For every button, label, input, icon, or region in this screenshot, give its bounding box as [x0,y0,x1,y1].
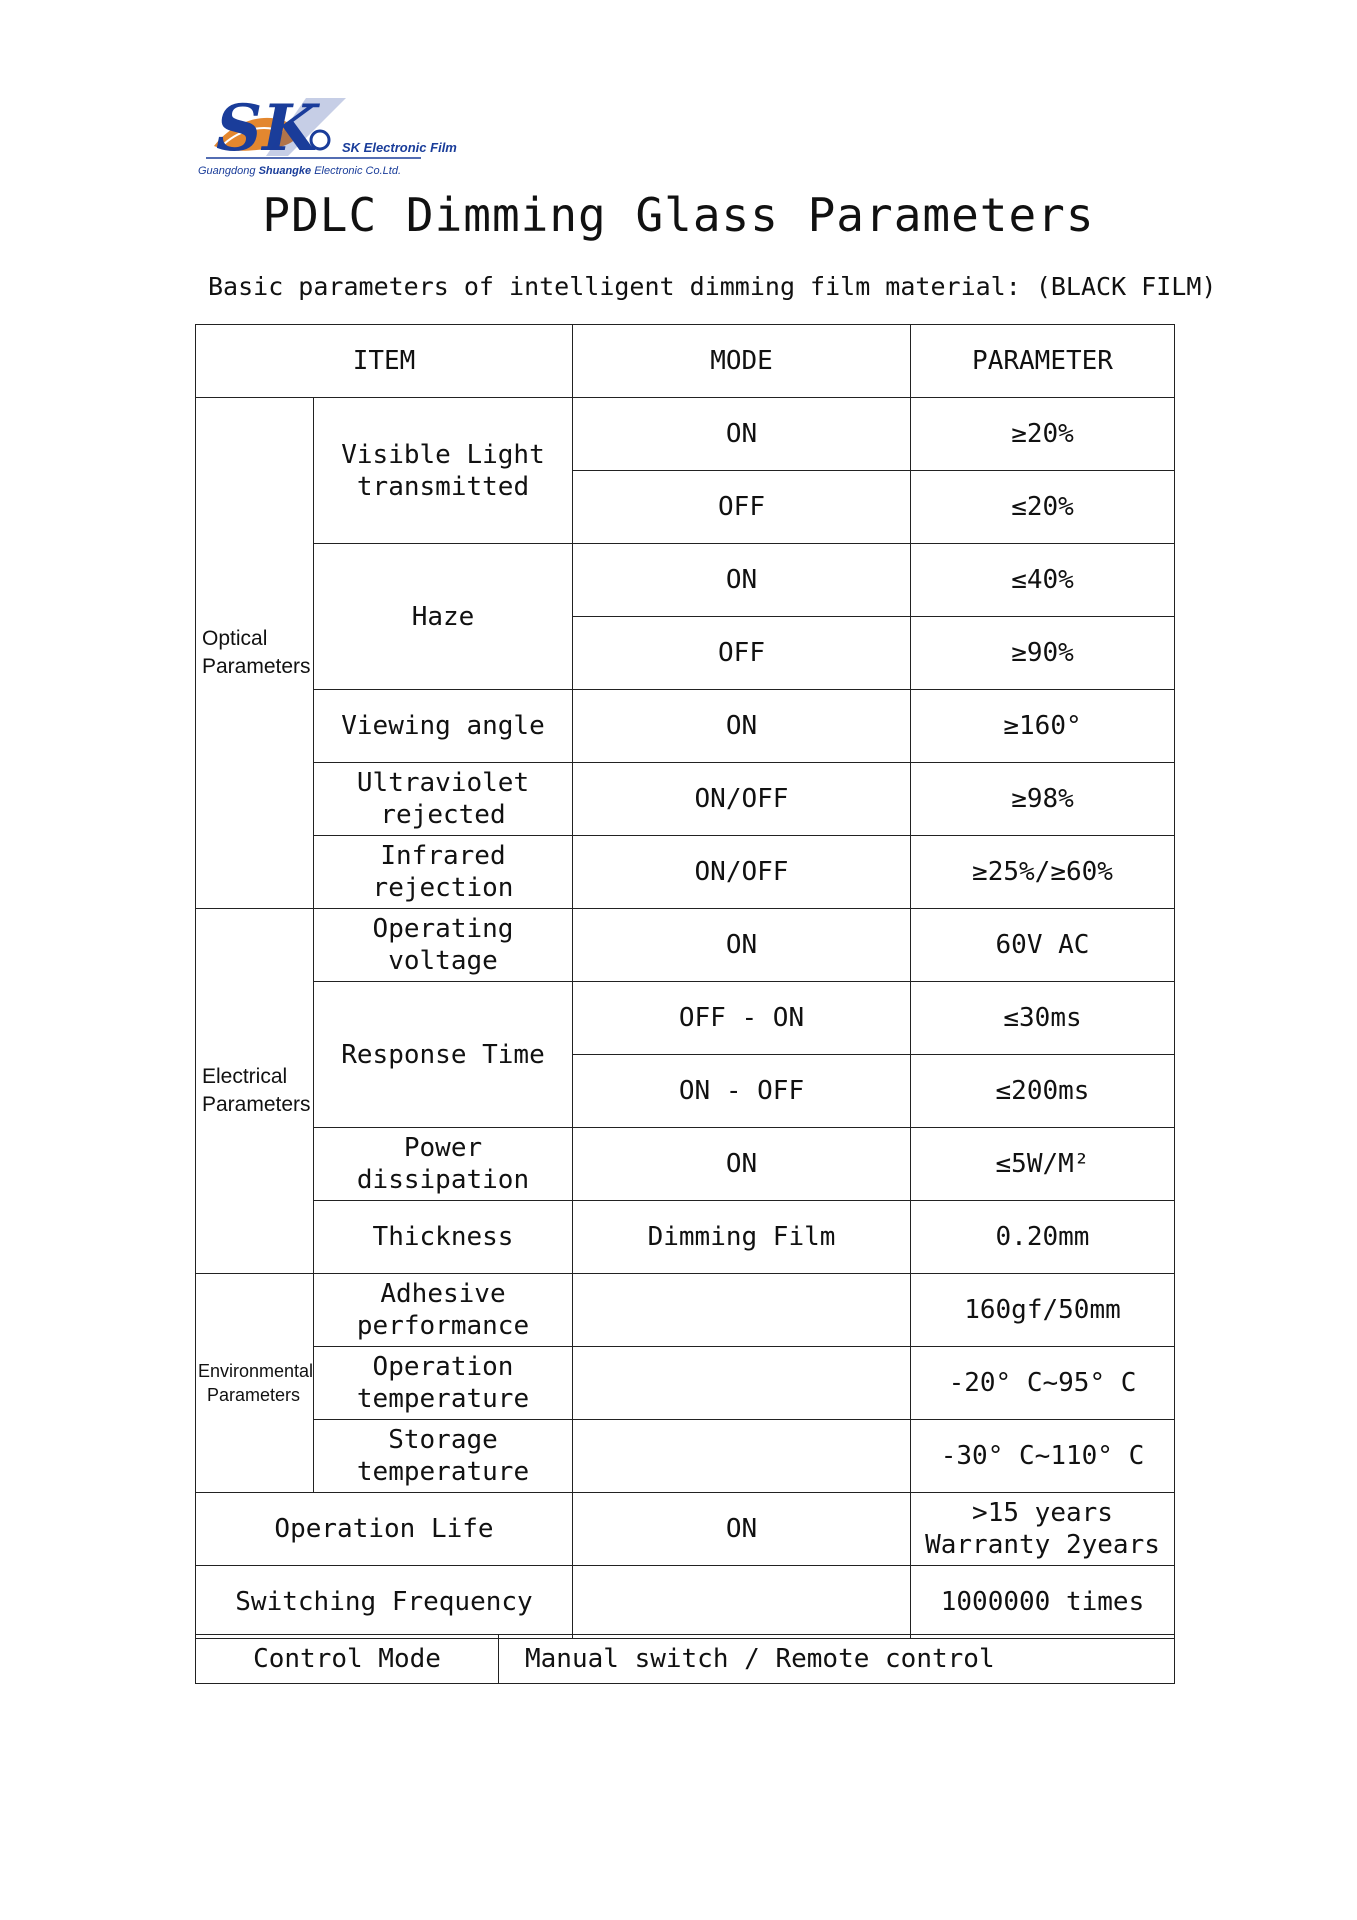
control-mode-table [195,1634,1175,1684]
table-row [196,836,1175,909]
item-operating-voltage: Operating voltage [314,909,573,982]
mode-cell: ON [573,1128,911,1201]
table-row [196,1128,1175,1201]
table-row [196,1420,1175,1493]
param-cell: 0.20mm [911,1201,1175,1274]
item-ultraviolet: Ultraviolet rejected [314,763,573,836]
mode-cell: ON - OFF [573,1055,911,1128]
param-cell: -20° C~95° C [911,1347,1175,1420]
mode-cell: ON/OFF [573,763,911,836]
mode-cell: OFF [573,471,911,544]
control-mode-label: Control Mode [196,1635,499,1684]
table-row [196,763,1175,836]
table-header-row [196,325,1175,398]
item-visible-light: Visible Light transmitted [314,398,573,544]
logo-company: Guangdong Shuangke Electronic Co.Ltd. [198,165,402,177]
param-cell: ≤20% [911,471,1175,544]
item-operation-life: Operation Life [196,1493,573,1566]
group-optical: Optical Parameters [196,398,314,909]
mode-cell: ON [573,544,911,617]
mode-cell: OFF [573,617,911,690]
logo-brand: SK Electronic Film [342,140,457,155]
mode-cell [573,1566,911,1639]
param-cell: ≥90% [911,617,1175,690]
mode-cell [573,1420,911,1493]
param-cell: ≤30ms [911,982,1175,1055]
table-row [196,1635,1175,1684]
param-cell: 1000000 times [911,1566,1175,1639]
table-row [196,1566,1175,1639]
table-row [196,982,1175,1055]
param-cell: ≤40% [911,544,1175,617]
param-life-line2: Warranty 2years [925,1530,1160,1560]
param-cell: ≥98% [911,763,1175,836]
param-cell: ≤5W/M² [911,1128,1175,1201]
company-logo [196,88,466,180]
item-viewing-angle: Viewing angle [314,690,573,763]
car-road-logo-icon [196,88,466,180]
table-row [196,544,1175,617]
page-subtitle: Basic parameters of intelligent dimming film material: (BLACK FILM) [208,272,1217,301]
mode-cell: ON [573,690,911,763]
header-parameter: PARAMETER [911,325,1175,398]
mode-cell: ON [573,909,911,982]
item-thickness: Thickness [314,1201,573,1274]
table-row [196,909,1175,982]
param-cell: ≥20% [911,398,1175,471]
item-storage-temperature: Storage temperature [314,1420,573,1493]
param-cell: -30° C~110° C [911,1420,1175,1493]
mode-cell: ON/OFF [573,836,911,909]
group-environmental: Environmental Parameters [196,1274,314,1493]
control-mode-value: Manual switch / Remote control [499,1635,1175,1684]
item-response-time: Response Time [314,982,573,1128]
param-cell: 60V AC [911,909,1175,982]
table-row [196,1493,1175,1566]
logo-letters: SK [216,91,318,166]
item-infrared: Infrared rejection [314,836,573,909]
header-item: ITEM [196,325,573,398]
mode-cell: ON [573,398,911,471]
item-operation-temperature: Operation temperature [314,1347,573,1420]
param-cell [911,1493,1175,1566]
param-cell: 160gf/50mm [911,1274,1175,1347]
page-title: PDLC Dimming Glass Parameters [262,188,1095,242]
table-row [196,1201,1175,1274]
table-row [196,690,1175,763]
header-mode: MODE [573,325,911,398]
parameters-table [195,324,1175,1639]
mode-cell [573,1274,911,1347]
param-cell: ≥160° [911,690,1175,763]
table-row [196,398,1175,471]
mode-cell: OFF - ON [573,982,911,1055]
item-adhesive: Adhesive performance [314,1274,573,1347]
item-power-dissipation: Power dissipation [314,1128,573,1201]
table-row [196,1274,1175,1347]
item-haze: Haze [314,544,573,690]
table-row [196,1347,1175,1420]
item-switching-frequency: Switching Frequency [196,1566,573,1639]
mode-cell [573,1347,911,1420]
param-cell: ≤200ms [911,1055,1175,1128]
mode-cell: Dimming Film [573,1201,911,1274]
mode-cell: ON [573,1493,911,1566]
group-electrical: Electrical Parameters [196,909,314,1274]
param-life-line1: >15 years [972,1498,1113,1528]
param-cell: ≥25%/≥60% [911,836,1175,909]
